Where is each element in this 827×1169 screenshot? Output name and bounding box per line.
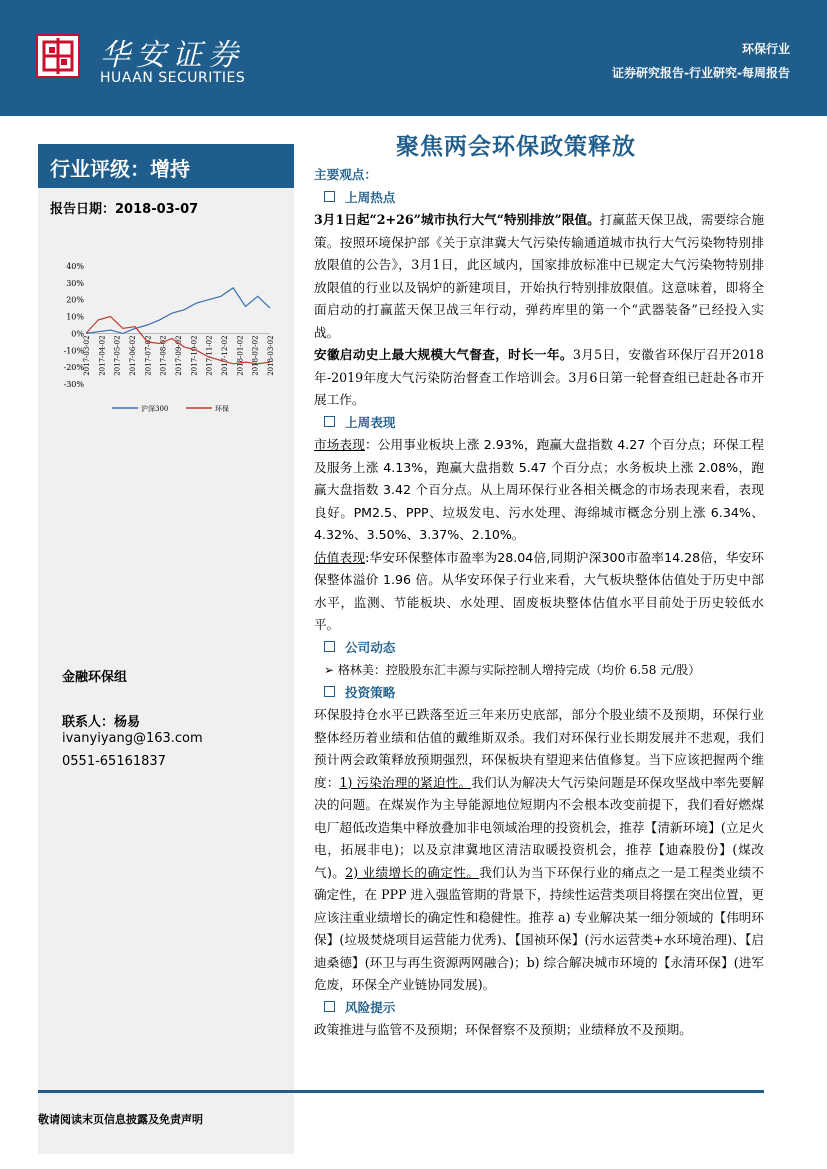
main-content: [314, 164, 764, 1042]
paragraph-valuation: 估值表现:华安环保整体市盈率为28.04倍,同期沪深300市盈率14.28倍，华安环保整体溢价 1.96 倍。从华安环保子行业来看，大气板块整体估值处于历史中部水平，监测、节能板块、水处理、固废板块整体估值水平目前处于历史较低水平。: [314, 549, 765, 632]
y-tick-label: 30%: [66, 278, 84, 288]
x-tick-label: 2017-09-02: [175, 335, 183, 376]
contact-email[interactable]: ivanyiyang@163.com: [62, 731, 203, 746]
report-date-value: 2018-03-07: [115, 202, 199, 217]
section-strategy: 投资策略: [314, 682, 764, 705]
paragraph-hot-1: 3月1日起“2+26”城市执行大气“特别排放”限值。打赢蓝天保卫战，需要综合施策。按照环境保护部《关于京津冀大气污染传输通道城市执行大气污染物特别排放限值的公告》，3月1日，此区域内，国家排放标准中已规定大气污染物特别排放限值的行业以及锅炉的新建项目，开始执行特别排放限值。这意味着，即将全面启动的打赢蓝天保卫战三年行动，弹药库里的第一个“武器装备”已经投入实战。: [314, 212, 765, 340]
checkbox-bullet-icon: [324, 1001, 335, 1012]
paragraph-hot-2: 安徽启动史上最大规模大气督查，时长一年。3月5日，安徽省环保厅召开2018年-2019年度大气污染防治督查工作培训会。3月6日第一轮督查组已赶赴各市开展工作。: [314, 347, 765, 407]
x-tick-label: 2017-04-02: [98, 335, 107, 376]
x-tick-label: 2017-03-02: [83, 335, 91, 376]
paragraph-strategy: 环保股持仓水平已跌落至近三年来历史底部，部分个股业绩不及预期，环保行业整体经历着业绩和估值的戴维斯双杀。我们对环保行业长期发展并不悲观，我们预计两会政策释放预期强烈，环保板块有望迎来估值修复。当下应该把握两个维度：1) 污染治理的紧迫性。我们认为解决大气污染问题是环保攻坚战中率先要解决的问题。在煤炭作为主导能源地位短期内不会根本改变前提下，我们看好燃煤电厂超低改造集中释放叠加非电领域治理的投资机会，推荐【清新环境】(立足火电，拓展非电)；以及京津冀地区清洁取暖投资机会，推荐【迪森股份】(煤改气)。2) 业绩增长的确定性。我们认为当下环保行业的痛点之一是工程类业绩不确定性，在 PPP 进入强监管期的背景下，持续性运营类项目将摆在突出位置，更应该注重业绩增长的确定性和稳健性。推荐 a) 专业解决某一细分领域的【伟明环保】(垃圾焚烧项目运营能力优秀)、【国祯环保】(污水运营类+水环境治理)、【启迪桑德】(环卫与再生资源两网融合)；b) 综合解决城市环境的【永清环保】(进军危废，环保全产业链协同发展)。: [314, 707, 765, 992]
x-tick-label: 2017-05-02: [113, 335, 122, 376]
series-line-0: [86, 288, 270, 334]
checkbox-bullet-icon: [324, 191, 335, 202]
y-tick-label: -10%: [63, 346, 84, 356]
rating-banner: [38, 144, 294, 188]
x-tick-label: 2017-11-02: [205, 335, 214, 376]
report-date: [50, 198, 198, 217]
x-tick-label: 2018-03-02: [267, 335, 275, 376]
paragraph-risk: 政策推进与监管不及预期；环保督察不及预期；业绩释放不及预期。: [314, 1022, 692, 1037]
logo-english-name: HUAAN SECURITIES: [100, 70, 246, 86]
header-banner: [0, 0, 827, 116]
legend-label-1: 环保: [215, 405, 229, 413]
industry-label: 环保行业: [741, 42, 790, 56]
report-type-label: 证券研究报告-行业研究-每周报告: [612, 66, 790, 80]
logo-chinese-name: 华安证券: [100, 38, 244, 73]
industry-rating: 行业评级：增持: [50, 157, 190, 181]
performance-chart: [56, 258, 286, 418]
x-tick-label: 2017-10-02: [190, 335, 199, 376]
y-tick-label: -20%: [63, 363, 84, 373]
legend-label-0: 沪深300: [141, 405, 169, 413]
section-risk: 风险提示: [314, 997, 764, 1020]
company-logo-icon: [36, 34, 80, 78]
team-name: 金融环保组: [62, 670, 128, 685]
section-company-news: 公司动态: [314, 637, 764, 660]
y-tick-label: -30%: [63, 380, 84, 389]
y-tick-label: 0%: [71, 329, 84, 339]
y-tick-label: 20%: [66, 295, 84, 305]
section-performance: 上周表现: [314, 412, 764, 435]
company-news-item: ➢ 格林美：控股股东汇丰源与实际控制人增持完成（均价 6.58 元/股）: [324, 663, 701, 677]
main-views-label: 主要观点：: [314, 167, 377, 182]
report-date-label: 报告日期：: [50, 202, 116, 217]
contact-phone: 0551-65161837: [62, 754, 166, 769]
disclaimer-notice: 敬请阅读末页信息披露及免责声明: [38, 1113, 203, 1126]
x-tick-label: 2017-06-02: [129, 335, 137, 376]
checkbox-bullet-icon: [324, 641, 335, 652]
x-tick-label: 2017-08-02: [159, 335, 168, 376]
footer-divider: [38, 1090, 764, 1093]
x-tick-label: 2017-12-02: [221, 335, 229, 376]
report-title: 聚焦两会环保政策释放: [396, 133, 636, 160]
contact-person: 联系人：杨易: [62, 715, 141, 730]
x-tick-label: 2018-01-02: [236, 335, 245, 376]
y-tick-label: 40%: [66, 262, 84, 271]
paragraph-market: 市场表现：公用事业板块上涨 2.93%，跑赢大盘指数 4.27 个百分点；环保工程及服务上涨 4.13%，跑赢大盘指数 5.47 个百分点；水务板块上涨 2.08%，跑赢大盘指数 3.42 个百分点。从上周环保行业各相关概念的市场表现来看，表现良好。PM2.5、PPP、垃圾发电、污水处理、海绵城市概念分别上涨 6.34%、4.32%、3.50%、3.37%、2.10%。: [314, 437, 765, 542]
checkbox-bullet-icon: [324, 686, 335, 697]
x-tick-label: 2017-07-02: [144, 335, 153, 376]
x-tick-label: 2018-02-02: [251, 335, 260, 376]
y-tick-label: 10%: [66, 312, 84, 322]
section-hot-topics: 上周热点: [314, 187, 764, 210]
checkbox-bullet-icon: [324, 416, 335, 427]
